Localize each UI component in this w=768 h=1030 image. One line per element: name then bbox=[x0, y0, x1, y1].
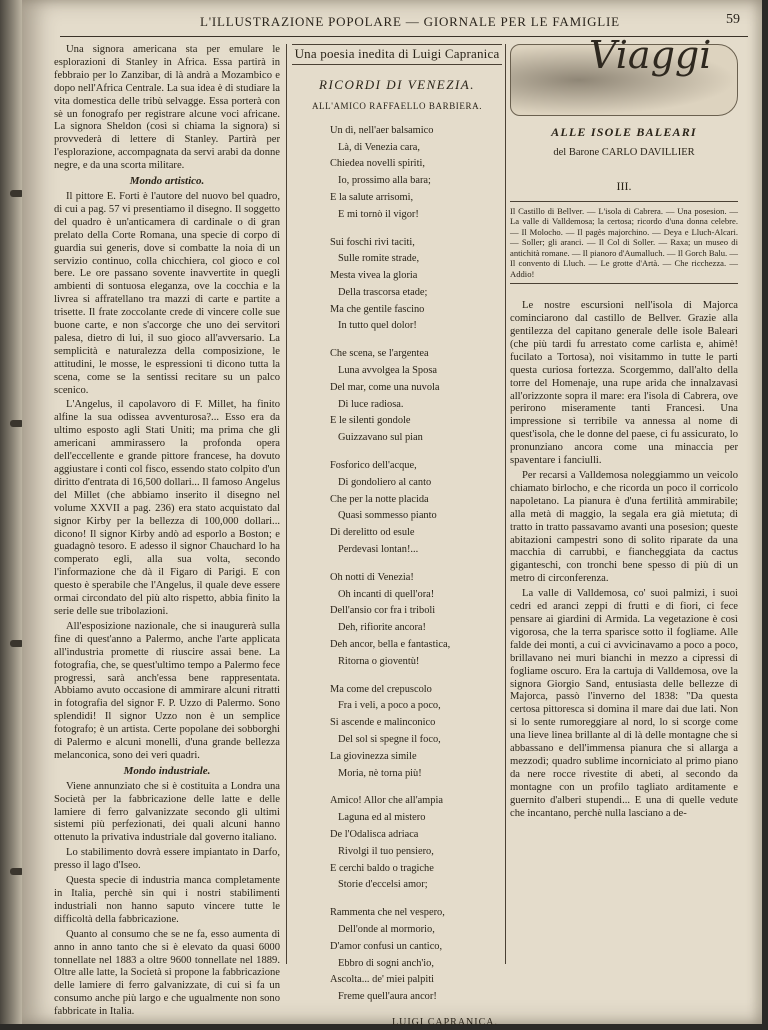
poem-line: Sulle romite strade, bbox=[338, 253, 420, 265]
poem-stanza bbox=[330, 235, 502, 336]
poem-line: Un dì, nell'aer balsamico bbox=[330, 124, 434, 136]
poem-line: Si ascende e malinconico bbox=[330, 717, 436, 729]
poem-line: Dell'ansio cor fra i triboli bbox=[330, 605, 436, 617]
poem-dedication: ALL'AMICO RAFFAELLO BARBIERA. bbox=[311, 100, 483, 111]
poem-line: Storie d'eccelsi amor; bbox=[338, 879, 428, 891]
poem-stanza bbox=[330, 458, 502, 559]
poem-signature: LUIGI CAPRANICA. bbox=[392, 1016, 498, 1028]
article-paragraph: Quanto al consumo che se ne fa, esso aumenta di anno in anno tanto che si è elevato da quasi 6000 tonnellate nel 1883 a oltre 9600 tonnellate nel 1889. Oltre alle latte, la Società si propone la fabbricazione delle lamiere di ferro galvanizzate, di cui si fa un consumo anche più largo e che ugualmente non sono fabbricate in Italia. bbox=[54, 928, 280, 1018]
column-rule bbox=[286, 44, 287, 964]
poem-line: Deh, rifiorite ancora! bbox=[338, 622, 426, 634]
column-rule bbox=[505, 44, 506, 964]
poem-stanza bbox=[330, 346, 502, 447]
poem-line: Che per la notte placida bbox=[330, 493, 429, 505]
poem-line: Moria, nè torna più! bbox=[338, 767, 422, 779]
chapter-number: III. bbox=[616, 178, 632, 193]
article-paragraph: Le nostre escursioni nell'isola di Majorca cominciarono dal castillo de Bellver. Grazie alla gentilezza del capitano generale delle isole Baleari (che più tardi fu arrestato come carlista e, ahimè! fucilato a Tortosa), noi visitammo in tutte le parti questa curiosa fortezza. Scorgemmo, dall'alto della torre del Homenaje, una rupe arida che innalzavasi all'orizzonte sopra il mare: era l'isola di Cabrera, ove perirono miseramente tanti Francesi. Una impressione sì terribile va annessa al nome di quest'isola, che le donne del paese, ci fu assicurato, lo pronunziano ancora come una minaccia per spaventare i fanciulli. bbox=[510, 300, 738, 467]
poem-line: De l'Odalisca adriaca bbox=[330, 829, 419, 840]
poem-line: Ritorna o gioventù! bbox=[338, 655, 420, 667]
poem-line: Là, di Venezia cara, bbox=[338, 141, 421, 153]
poem-line: Deh ancor, bella e fantastica, bbox=[330, 639, 451, 651]
poem-line: Amico! Allor che all'ampia bbox=[330, 795, 443, 807]
poem-line: Freme quell'aura ancor! bbox=[338, 991, 437, 1003]
article-paragraph: Questa specie di industria manca completamente in Italia, perchè sin qui i nostri stabilimenti industriali non hanno saputo vincere tutte le difficoltà della fabbricazione. bbox=[54, 875, 280, 925]
poem-line: La giovinezza simile bbox=[330, 750, 417, 762]
poem-stanza bbox=[330, 793, 502, 894]
column-poem bbox=[292, 44, 502, 1028]
poem-line: Della trascorsa etade; bbox=[338, 286, 428, 298]
poem-line: Del mar, come una nuvola bbox=[330, 381, 440, 393]
poem-line: Ascolta... de' miei palpiti bbox=[330, 974, 435, 986]
article-paragraph: Lo stabilimento dovrà essere impiantato in Darfo, presso il lago d'Iseo. bbox=[54, 847, 280, 872]
chapter-summary: Il Castillo di Bellver. — L'isola di Cabrera. — Una posesion. — La valle di Valldemosa; la certosa; ricordo d'una donna celebre. — Il Molocho. — Il pagès majorchino. — Deya e Lluch-Alcari. — Soller; gli aranci. — Il Col di Soller. — Raxa; un museo di antichità romane. — Il pianoro d'Aumalluch. — Il Gorch Balu. — Il convento di Lluch. — Le grotte d'Artà. — Che ricchezza. — Addio! bbox=[510, 201, 738, 285]
banner-title: Viaggi bbox=[589, 33, 712, 77]
poem-stanza bbox=[330, 123, 502, 224]
article-paragraph: Viene annunziato che si è costituita a Londra una Società per la fabbricazione delle latte e delle lamiere di ferro galvanizzate secondo gli ultimi sistemi più perfezionati, dei quali alcuni hanno ottenuto la privativa industriale dal governo italiano. bbox=[54, 780, 280, 844]
poem-line: Ma come del crepuscolo bbox=[330, 683, 432, 695]
poem-stanza bbox=[330, 905, 502, 1006]
poem-body bbox=[292, 123, 502, 1006]
poem-line: Di derelitto od esule bbox=[330, 527, 415, 539]
poem-line: Laguna ed al mistero bbox=[338, 812, 426, 824]
poem-line: Quasi sommesso pianto bbox=[338, 510, 437, 522]
poem-line: Ma che gentile fascino bbox=[330, 303, 425, 315]
poem-line: Mesta vivea la gloria bbox=[330, 270, 418, 282]
poem-line: Del sol si spegne il foco, bbox=[338, 734, 441, 746]
article-paragraph: Il pittore E. Forti è l'autore del nuovo bel quadro, di cui a pag. 57 vi presentiamo il disegno. Il soggetto del quadro è un'anticamera di cardinale o di gran prelato della Corte Romana, una specie di corpo di guardia sui generis, dove si combatte la noia di un servizio continuo, colla chicchiera, col gioco e col bere. Le ore passano sovente inavvertite in quegli ambienti di sontuosa eleganza, ove la cocchia e la livrea si affratellano tra mazzi di carte e partite a trisette. Il frate zoccolante crede di vincere colle sue buone carte, e non s'accorge che uno dei servitori palesa, dietro di lui, il suo gioco all'avversario. La semplicità e naturalezza della composizione, le attitudini, le mosse, le espressioni ti dicono tutta la scena, come se la sentissi recitare su un palco scenico. bbox=[54, 190, 280, 396]
article-paragraph: La valle di Valldemosa, co' suoi palmizi, i suoi cedri ed aranci zeppi di frutti e di fiori, ci fece pensare ai giardini di Armida. La vegetazione è così vigorosa, che la terra sparisce sotto il fogliame. Alle falde dei monti, a cui ci avvicinavamo a poco a poco, brillavano nei muri bianchi in mezzo a cipressi di fogliame oscuro. Era la cartuja di Valldemosa, ove la signora Giorgio Sand, entusiasta delle bellezze di Majorca, passò l'inverno del 1838: "Da questa certosa pittoresca si domina il mare dai due lati. Non si lo sente rumoreggiare al nord, lo si scorge come una lieve linea brillante al di là delle montagne che si abbassano e dell'immensa pianura che si allarga a mezzodì; quadro sublime incorniciato al primo piano da nere rocce rivestite di abeti, al secondo da montagne con un profilo tagliato arditamente e guernito d'alberi stupendi... E una di quelle vedute che incantano, perchè nulla lasciano a de- bbox=[510, 588, 738, 819]
article-title: ALLE ISOLE BALEARI bbox=[551, 125, 697, 139]
poem-line: E cerchi baldo o tragiche bbox=[330, 862, 434, 874]
poem-subtitle: RICORDI DI VENEZIA. bbox=[319, 76, 475, 92]
viaggi-banner bbox=[510, 33, 738, 116]
article-paragraph: L'Angelus, il capolavoro di F. Millet, ha finito alfine la sua odissea avventurosa?... Esso era da ultimo esposto agli Stati Uniti; ma prima che gli americani ammirassero la profonda opera dell'eccellente e grande pittore francese, ha dovuto aggiustare i conti col fisco, essendo stato colpito d'un diritto d'entrata di 16,500 dollari... Il famoso Angelus del Millet (che abbiamo inserito il disegno nel volume XXVII a pag. 236) era stato acquistato dal signor Kirby per la bellezza di 100,000 dollari... dicono! Il signor Kirby andò ad esporlo a Boston; e guadagnò tesoro. E adesso il signor Chauchard lo ha comperato egli, alla sua volta, secondo l'informazione che dà il Figaro di Parigi. E con questo è sperabile che l'Angelus, il quale deve essere ormai circondato del più alto rispetto, abbia finito la serie delle sue tribolazioni. bbox=[54, 399, 280, 617]
poem-line: In tutto quel dolor! bbox=[338, 320, 417, 332]
poem-line: Io, prossimo alla bara; bbox=[338, 175, 431, 187]
section-heading: Mondo artistico. bbox=[129, 175, 205, 188]
poem-line: Guizzavano sul pian bbox=[338, 432, 423, 444]
poem-line: Rammenta che nel vespero, bbox=[330, 907, 445, 919]
poem-line: Di gondoliero al canto bbox=[338, 476, 432, 488]
poem-line: Oh incanti di quell'ora! bbox=[338, 588, 435, 600]
poem-line: Chiedea novelli spiriti, bbox=[330, 158, 425, 170]
article-paragraph: All'esposizione nazionale, che si inaugurerà sulla fine di quest'anno a Palermo, anche l'arte applicata all'industria promette di riuscire assai bene. La fotografia, che, se quest'ultimo tempo a Palermo fece progressi, sarà anch'essa bene rappresentata. Abbiamo avuto occasione di ammirare alcuni ritratti in fotografia del signor F. P. Uzzo di Palermo. Sono splendidi! Il signor Uzzo non è un semplice fotografo; è un artista. Certe popolane dei sobborghi di Palermo e alcuni monelli, d'una grande bellezza melanconica, sono dei veri quadri. bbox=[54, 620, 280, 761]
poem-line: Che scena, se l'argentea bbox=[330, 348, 429, 360]
poem-line: Perdevasi lontan!... bbox=[338, 544, 419, 556]
poem-line: Ebbro di sogni anch'io, bbox=[338, 957, 434, 969]
header-title: L'ILLUSTRAZIONE POPOLARE — GIORNALE PER LE FAMIGLIE bbox=[200, 14, 620, 29]
poem-line: E la salute arrisomi, bbox=[330, 191, 414, 203]
book-binding bbox=[0, 0, 22, 1024]
column-travel bbox=[510, 33, 738, 984]
poem-line: Di luce radiosa. bbox=[338, 398, 404, 410]
article-paragraph: Per recarsi a Valldemosa noleggiammo un veicolo chiamato birlocho, e che ricorda un poco il corricolo napoletano. La pianura è d'una fertilità ammirabile; alla metà di maggio, la segala era già mietuta; di tratto in tratto passavamo avanti una posesion; queste abitazioni campestri sono di solito riparate da una macchia di carrubbi, e fiancheggiata da cactus giganteschi, con tronchi bene spesso di più di un metro di circonferenza. bbox=[510, 470, 738, 585]
poem-stanza bbox=[330, 682, 502, 783]
poem-line: Sui foschi rivi taciti, bbox=[330, 236, 415, 248]
poem-line: D'amor confusi un cantico, bbox=[330, 940, 443, 952]
poem-line: E le silenti gondole bbox=[330, 415, 411, 427]
poem-line: Fra i veli, a poco a poco, bbox=[338, 700, 441, 712]
poem-line: Rivolgi il tuo pensiero, bbox=[338, 845, 434, 857]
poem-line: Oh notti di Venezia! bbox=[330, 571, 414, 583]
article-author: del Barone CARLO DAVILLIER bbox=[553, 146, 695, 158]
poem-line: Dell'onde al mormorio, bbox=[338, 923, 435, 935]
poem-line: Luna avvolgea la Sposa bbox=[338, 365, 437, 377]
poem-title: Una poesia inedita di Luigi Capranica bbox=[292, 44, 502, 65]
poem-line: E mi tornò il vigor! bbox=[338, 208, 419, 220]
poem-line: Fosforico dell'acque, bbox=[330, 460, 417, 472]
section-heading: Mondo industriale. bbox=[123, 764, 211, 777]
article-paragraph: Una signora americana sta per emulare le esplorazioni di Stanley in Africa. Essa partirà in febbraio per lo Zanzibar, di là andrà a Mozambico e dopo nell'Africa Centrale. La sua idea è di studiare la vita domestica delle tribù selvagge. Essa porterà con sè un fonografo per registrare alcune voci africane. La signora Sheldon (così si chiama la signora) si provvederà di lettere di Stanley. Partirà per l'esplorazione, accompagnata da servi arabi da donne negre, e da una scorta militare. bbox=[54, 44, 280, 172]
page-number: 59 bbox=[726, 12, 740, 27]
poem-stanza bbox=[330, 570, 502, 671]
column-news bbox=[54, 44, 280, 1018]
